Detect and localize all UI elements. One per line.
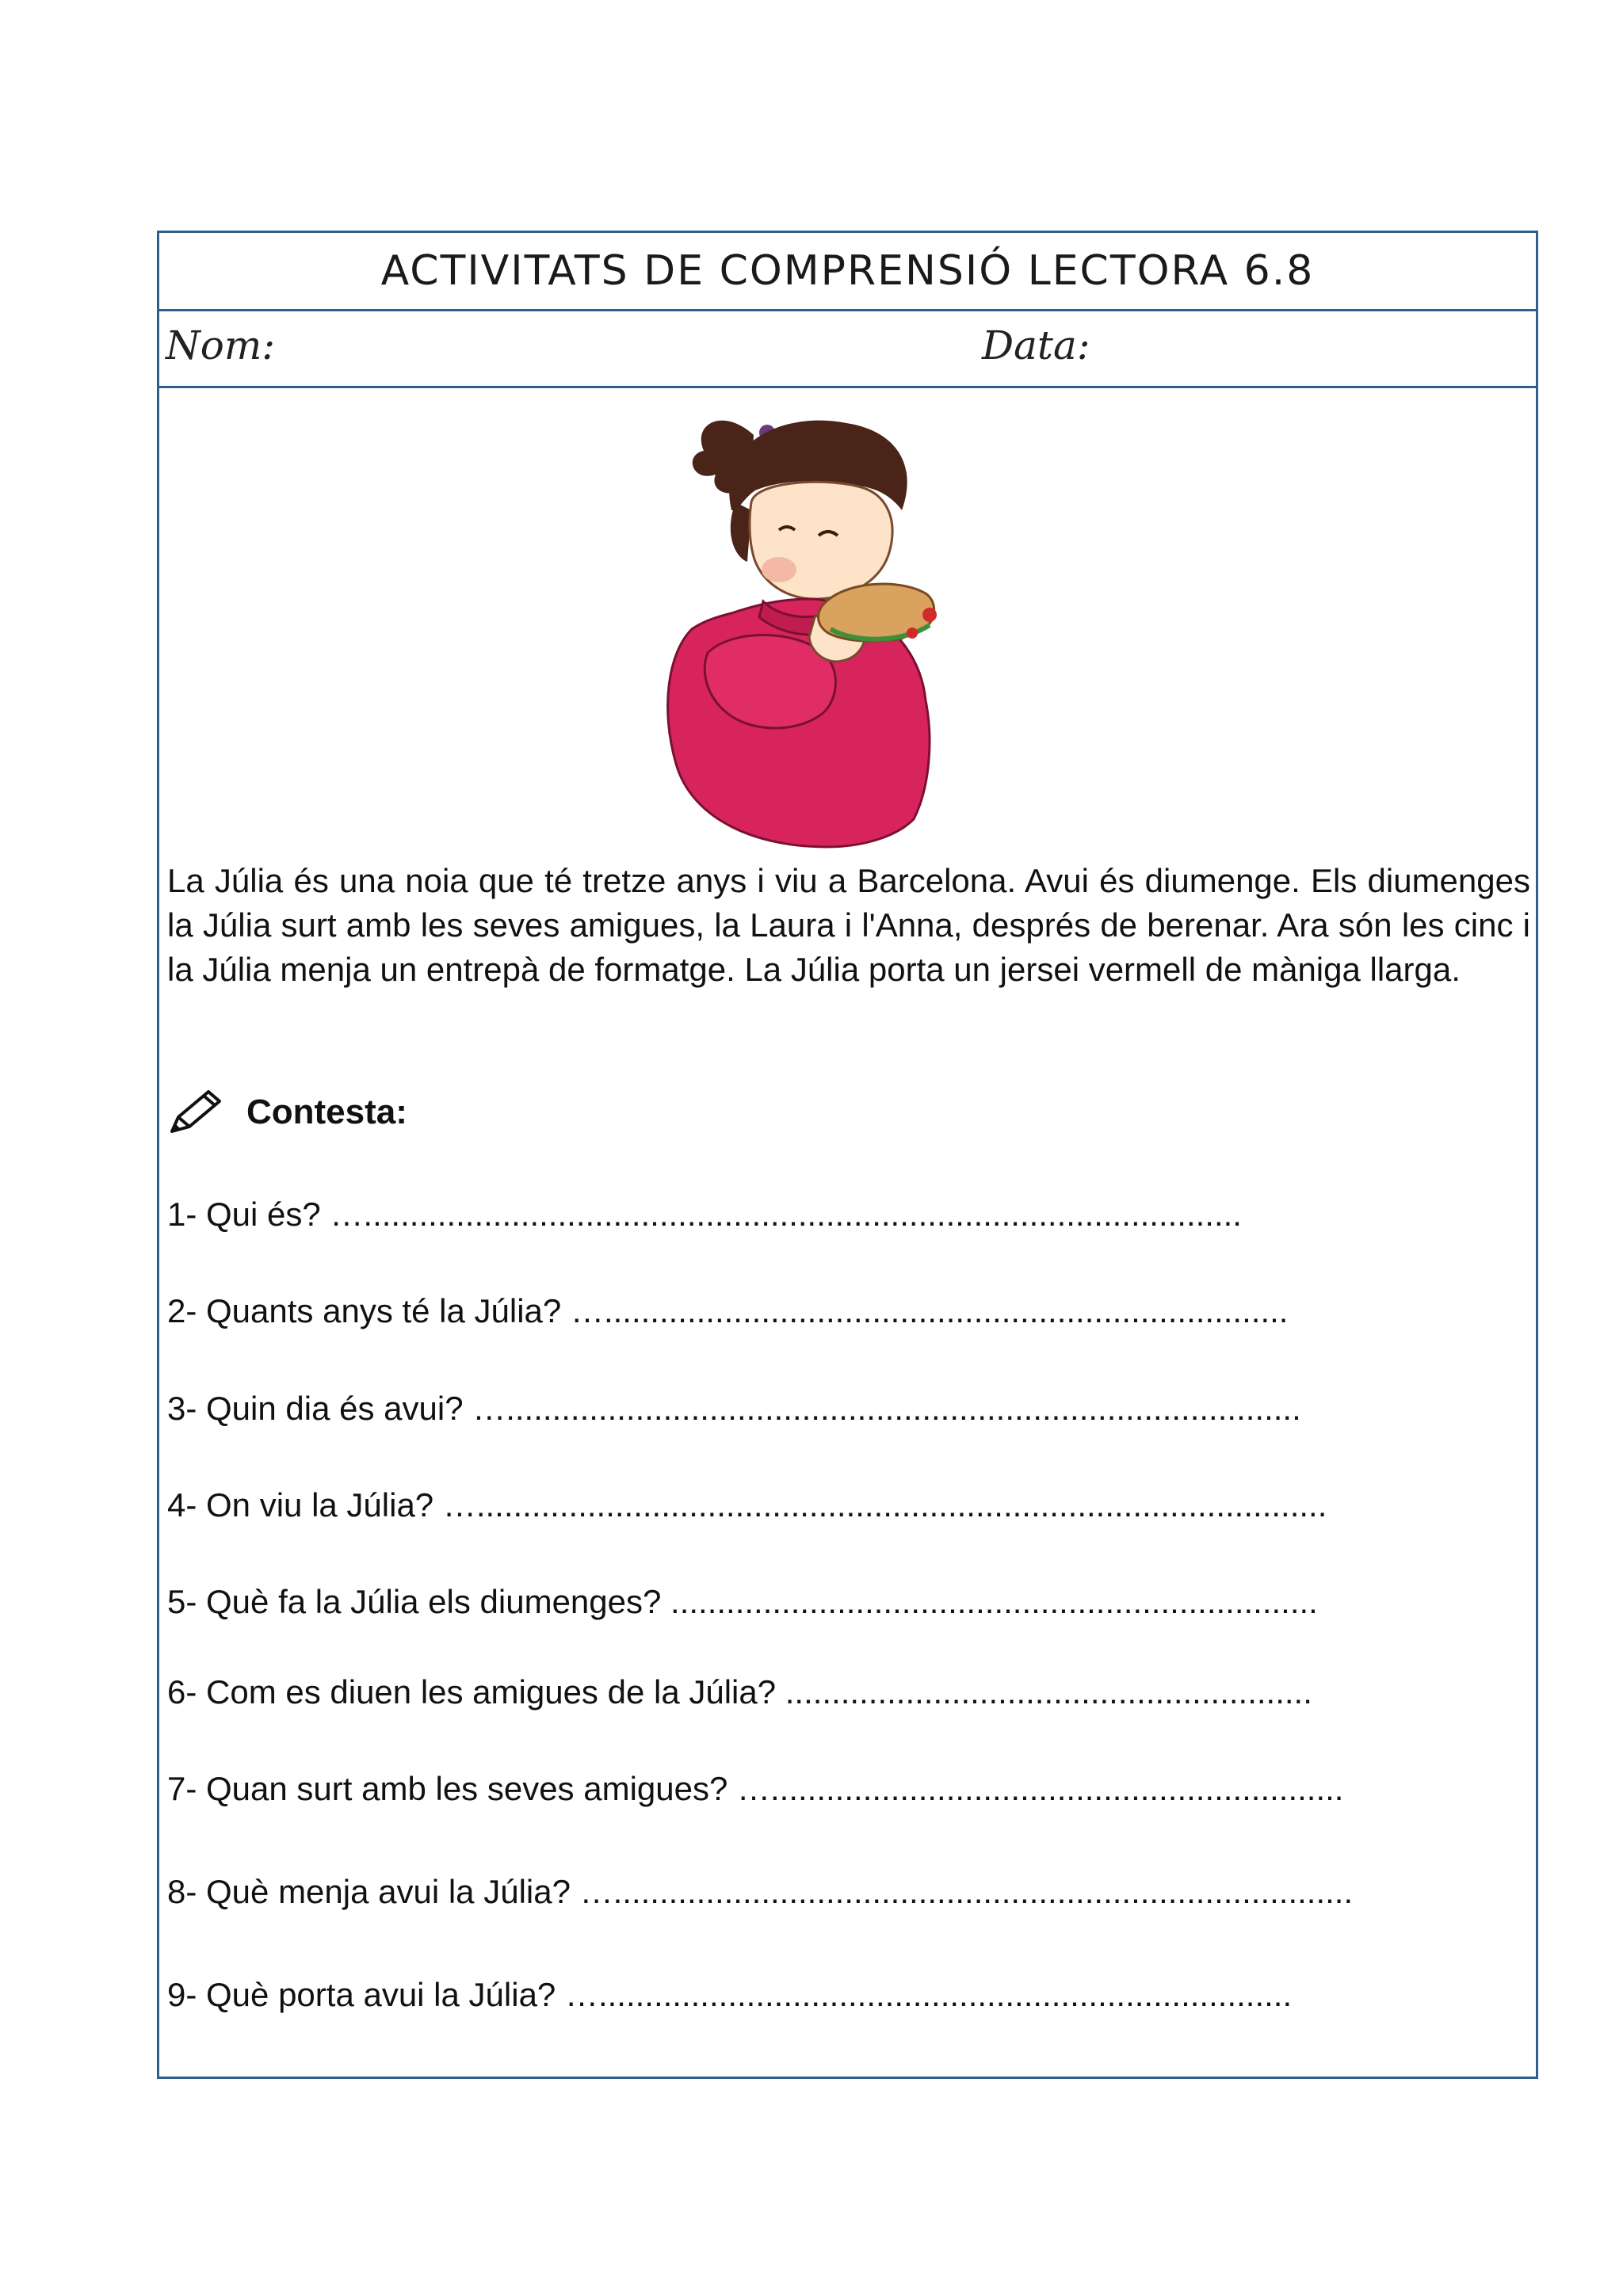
date-label: Data: [982, 322, 1090, 368]
question-1: 1- Qui és? …............................................................................................... [167, 1196, 1242, 1233]
reading-text: La Júlia és una noia que té tretze anys i viu a Barcelona. Avui és diumenge. Els diumenges la Júlia surt amb les seves amigues, la Laura i l'Anna, després de berenar. Ara són les cinc i la Júlia menja un entrepà de formatge. La Júlia porta un jersei vermell de màniga llarga. [167, 862, 1530, 988]
contesta-label: Contesta: [246, 1093, 407, 1131]
question-9: 9- Què porta avui la Júlia? …........................................................................... [167, 1976, 1293, 2013]
name-label: Nom: [166, 322, 276, 368]
page-title: ACTIVITATS DE COMPRENSIÓ LECTORA 6.8 [159, 233, 1536, 311]
question-8: 8- Què menja avui la Júlia? …................................................................................ [167, 1873, 1354, 1910]
question-3: 3- Quin dia és avui? …...................................................................................... [167, 1390, 1301, 1427]
girl-eating-sandwich-illustration [660, 391, 1017, 859]
name-date-row [159, 311, 1536, 388]
question-2: 2- Quants anys té la Júlia? ….......................................................................... [167, 1292, 1289, 1329]
worksheet [157, 231, 1538, 2079]
contesta-section [167, 1085, 407, 1140]
question-6: 6- Com es diuen les amigues de la Júlia? ......................................................... [167, 1673, 1312, 1711]
pencil-icon [167, 1089, 224, 1136]
question-4: 4- On viu la Júlia? …............................................................................................ [167, 1486, 1327, 1524]
question-7: 7- Quan surt amb les seves amigues? ….............................................................. [167, 1770, 1344, 1807]
question-5: 5- Què fa la Júlia els diumenges? ...................................................................... [167, 1583, 1318, 1620]
